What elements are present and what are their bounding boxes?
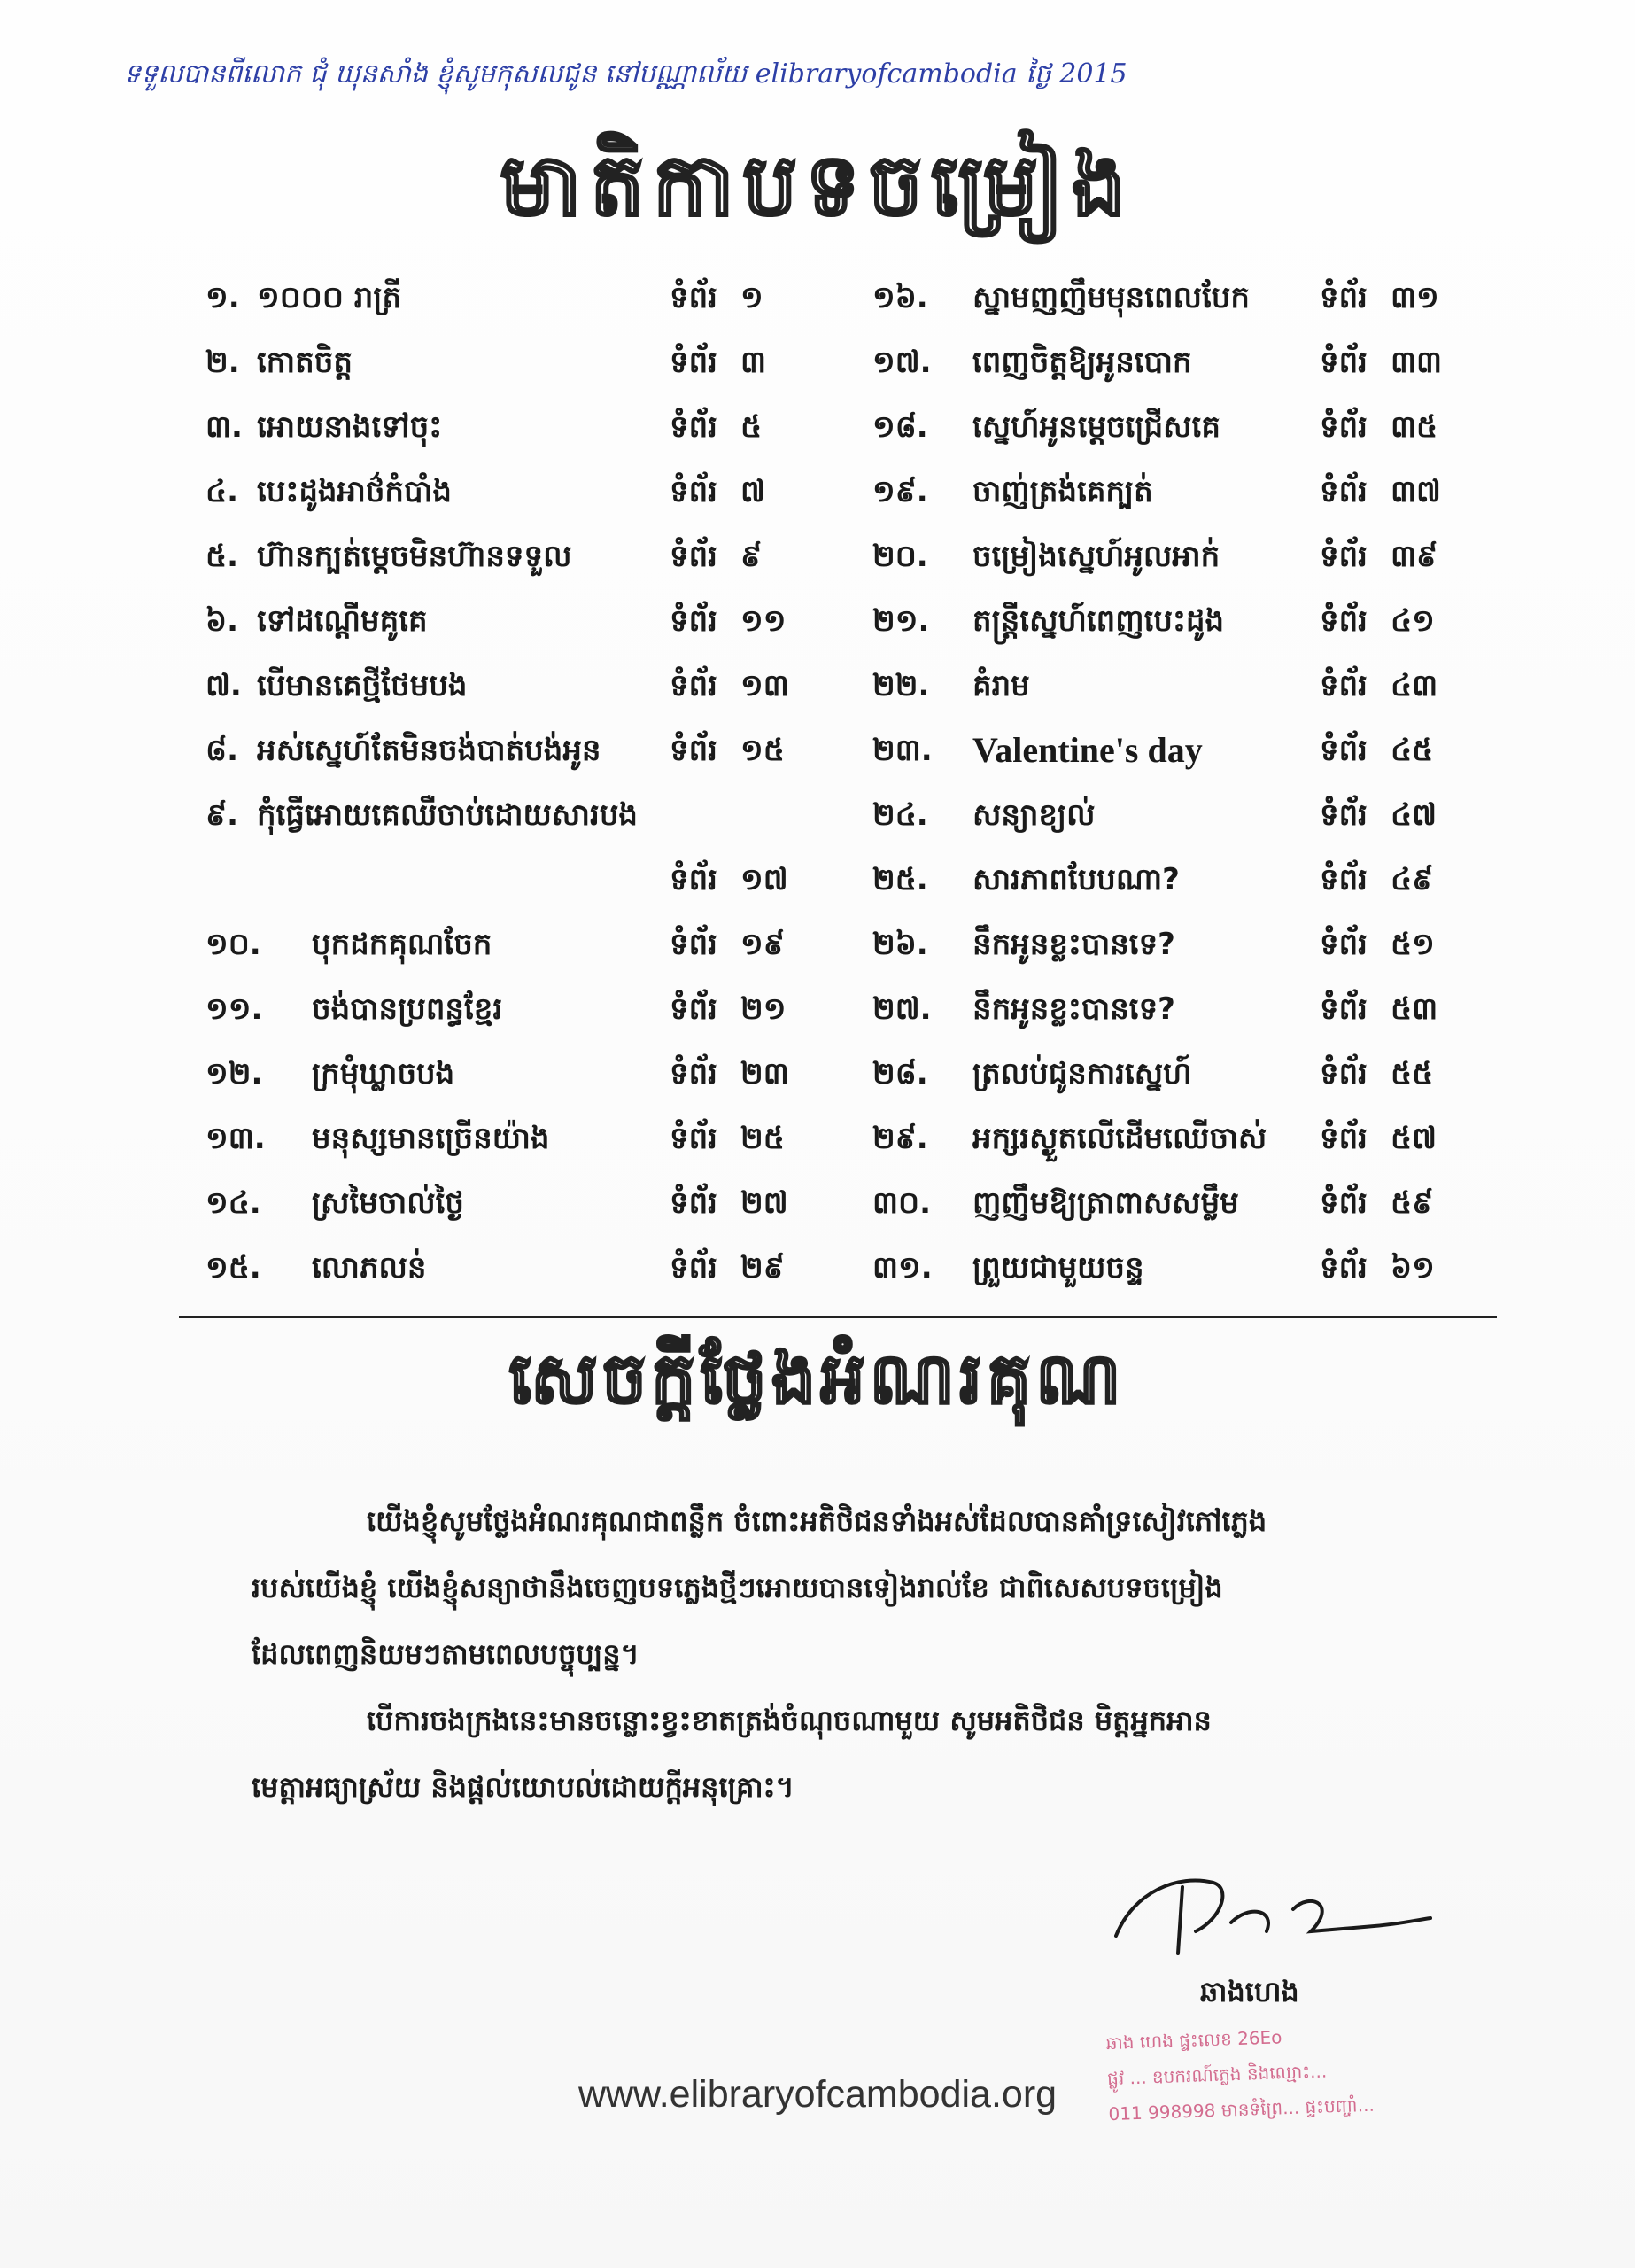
entry-title: មនុស្សមានច្រើនយ៉ាង: [312, 1121, 550, 1156]
entry-page-label: ទំព័រ: [670, 862, 717, 897]
thanks-title: សេចក្ដីថ្លែងអំណរគុណ: [508, 1339, 1127, 1419]
toc-entry: [0, 783, 1635, 847]
entry-page-label: ទំព័រ: [1320, 991, 1368, 1027]
entry-number: ១១.: [205, 991, 263, 1027]
entry-number: ១៣.: [205, 1121, 266, 1156]
toc-entry: [0, 654, 1635, 718]
entry-title: ហ៊ានក្បត់ម្ដេចមិនហ៊ានទទួល: [257, 539, 572, 574]
entry-page-number: ៥១: [1391, 927, 1435, 962]
entry-page-label: ទំព័រ: [670, 733, 717, 768]
entry-number: ១៧.: [872, 345, 932, 380]
entry-page-number: ៣៥: [1391, 409, 1438, 445]
entry-page-number: ៥៧: [1391, 1121, 1437, 1156]
divider-line: [179, 1316, 1497, 1318]
entry-page-label: ទំព័រ: [1320, 409, 1368, 445]
entry-page-label: ទំព័រ: [1320, 280, 1368, 315]
entry-number: ២.: [205, 345, 240, 380]
stamp-line: ផ្លូវ ... ឧបករណ៍ភ្លេង និងឈ្មោះ...: [1106, 2060, 1328, 2090]
signature: [1098, 1856, 1435, 1962]
entry-title: ចង់បានប្រពន្ធខ្មែរ: [312, 991, 503, 1027]
entry-title: អោយនាងទៅចុះ: [257, 409, 443, 445]
thanks-body: [252, 1488, 1447, 1821]
thanks-line: មេត្តាអធ្យាស្រ័យ និងផ្ដល់យោបល់ដោយក្ដីអនុគ្រោះ។: [252, 1770, 794, 1804]
entry-page-label: ទំព័រ: [670, 1185, 717, 1221]
toc-entry: [0, 330, 1635, 394]
entry-title: ស្រមៃចាល់ថ្ងៃ: [312, 1185, 464, 1221]
entry-title: ចាញ់ត្រង់គេក្បត់: [972, 474, 1153, 509]
entry-number: ១៥.: [205, 1250, 261, 1285]
entry-number: ៧.: [205, 668, 242, 703]
entry-number: ២៦.: [872, 927, 928, 962]
entry-number: ២០.: [872, 539, 928, 574]
entry-number: ៨.: [205, 733, 238, 768]
toc-entry: [0, 1236, 1635, 1300]
toc-title: មាតិកាបទចម្រៀង: [500, 135, 1135, 235]
entry-title: សន្យាខ្យល់: [972, 797, 1096, 833]
toc-entry: [0, 1171, 1635, 1235]
entry-page-number: ៤៣: [1391, 668, 1438, 703]
entry-page-label: ទំព័រ: [1320, 603, 1368, 639]
entry-number: ៦.: [205, 603, 238, 639]
entry-page-label: ទំព័រ: [670, 1121, 717, 1156]
entry-number: ២៤.: [872, 797, 928, 833]
entry-number: ៣០.: [872, 1185, 932, 1221]
entry-page-label: ទំព័រ: [670, 345, 717, 380]
entry-title: លោភលន់: [312, 1250, 427, 1285]
entry-page-number: ៤៧: [1391, 797, 1437, 833]
entry-title: ក្រមុំឃ្លាចបង: [312, 1056, 455, 1091]
entry-number: ៣១.: [872, 1250, 933, 1285]
entry-page-number: ៥៥: [1391, 1056, 1434, 1091]
thanks-line: បើការចងក្រងនេះមានចន្លោះខ្វះខាតត្រង់ចំណុចណាមួយ សូមអតិថិជន មិត្តអ្នកអាន: [367, 1704, 1212, 1737]
entry-page-label: ទំព័រ: [670, 474, 717, 509]
entry-page-number: ៣៩: [1391, 539, 1438, 574]
stamp-line: ឆាង ហេង ផ្ទះលេខ 26Eo: [1105, 2026, 1282, 2054]
toc-entry: [0, 1107, 1635, 1170]
entry-number: ៩.: [205, 797, 238, 833]
entry-number: ១.: [205, 280, 240, 315]
website-watermark: www.elibraryofcambodia.org: [577, 2073, 1058, 2116]
entry-page-number: ២៣: [740, 1056, 789, 1091]
entry-page-label: ទំព័រ: [1320, 668, 1368, 703]
toc-entry: [0, 460, 1635, 524]
entry-page-label: ទំព័រ: [1320, 1121, 1368, 1156]
entry-page-label: ទំព័រ: [670, 927, 717, 962]
author-name: ឆាងហេង: [1200, 1975, 1299, 2008]
entry-page-label: ទំព័រ: [670, 409, 717, 445]
toc-entry: [0, 848, 1635, 912]
entry-page-number: ៤៥: [1391, 733, 1434, 768]
entry-page-number: ៦១: [1391, 1250, 1435, 1285]
entry-number: ៣.: [205, 409, 243, 445]
entry-title: គំរាម: [972, 668, 1030, 703]
entry-title: ស្នេហ៍អូនម្ដេចជ្រើសគេ: [972, 409, 1220, 445]
entry-page-number: ១៧: [740, 862, 788, 897]
entry-page-number: ៥៣: [1391, 991, 1438, 1027]
entry-title: ត្រលប់ជូនការស្នេហ៍: [972, 1056, 1192, 1091]
entry-title: បុកដកគុណចែក: [312, 927, 492, 962]
toc-entry: [0, 1042, 1635, 1106]
entry-number: ១៩.: [872, 474, 928, 509]
entry-page-label: ទំព័រ: [1320, 927, 1368, 962]
entry-page-label: ទំព័រ: [670, 991, 717, 1027]
entry-title: ទៅដណ្ដើមគូគេ: [257, 603, 428, 639]
entry-number: ២៥.: [872, 862, 928, 897]
entry-page-label: ទំព័រ: [670, 539, 717, 574]
entry-page-number: ៧: [740, 474, 765, 509]
entry-title: អស់ស្នេហ៍តែមិនចង់បាត់បង់អូន: [257, 733, 601, 768]
entry-page-number: ៥: [740, 409, 763, 445]
entry-title: បើមានគេថ្មីថែមបង: [257, 668, 468, 703]
entry-page-label: ទំព័រ: [1320, 733, 1368, 768]
entry-page-number: ៤៩: [1391, 862, 1434, 897]
entry-page-number: ២៧: [740, 1185, 788, 1221]
entry-title: នឹកអូនខ្លះបានទេ?: [972, 927, 1175, 962]
entry-page-number: ៥៩: [1391, 1185, 1434, 1221]
entry-title: សារភាពបែបណា?: [972, 862, 1180, 897]
entry-number: ២៩.: [872, 1121, 928, 1156]
entry-page-number: ៣៧: [1391, 474, 1441, 509]
entry-page-number: ៣៣: [1391, 345, 1443, 380]
entry-title: ញញឹមឱ្យត្រាពាសសម្លឹម: [972, 1185, 1239, 1221]
entry-number: ២២.: [872, 668, 930, 703]
entry-title: ១០០០ រាត្រី: [257, 280, 402, 315]
entry-title: អក្សរស្ងួតលើដើមឈើចាស់: [972, 1121, 1267, 1156]
entry-page-number: ៩: [740, 539, 763, 574]
entry-page-label: ទំព័រ: [670, 1056, 717, 1091]
entry-title: ព្រួយជាមួយចន្ទ: [972, 1250, 1144, 1285]
thanks-line: យើងខ្ញុំសូមថ្លែងអំណរគុណជាពន្លឹក ចំពោះអតិថិជនទាំងអស់ដែលបានគាំទ្រសៀវភៅភ្លេង: [367, 1504, 1267, 1538]
entry-number: ២៨.: [872, 1056, 928, 1091]
entry-page-number: ២៥: [740, 1121, 785, 1156]
entry-title: តន្ត្រីស្នេហ៍ពេញបេះដូង: [972, 603, 1225, 639]
entry-number: ១៤.: [205, 1185, 261, 1221]
entry-title: ចម្រៀងស្នេហ៍អូលអាក់: [972, 539, 1220, 574]
entry-number: ១២.: [205, 1056, 263, 1091]
entry-page-number: ២៩: [740, 1250, 785, 1285]
toc-entry: [0, 524, 1635, 588]
entry-number: ៤.: [205, 474, 238, 509]
entry-page-number: ៣១: [1391, 280, 1439, 315]
entry-title: Valentine's day: [972, 730, 1203, 770]
entry-title: ពេញចិត្តឱ្យអូនបោក: [972, 345, 1192, 380]
entry-page-label: ទំព័រ: [1320, 474, 1368, 509]
entry-page-label: ទំព័រ: [670, 603, 717, 639]
entry-page-label: ទំព័រ: [1320, 862, 1368, 897]
entry-number: ២៣.: [872, 733, 933, 768]
entry-page-label: ទំព័រ: [670, 1250, 717, 1285]
entry-title: ស្នាមញញឹមមុនពេលបែក: [972, 280, 1250, 315]
entry-page-label: ទំព័រ: [1320, 1056, 1368, 1091]
toc-entry: [0, 589, 1635, 653]
entry-number: ៥.: [205, 539, 238, 574]
entry-page-number: ១៩: [740, 927, 785, 962]
toc-entry: [0, 977, 1635, 1041]
stamp-line: 011 998998 មានទំព្រៃ... ផ្ទះបញ្ចាំ...: [1108, 2093, 1375, 2125]
entry-number: ១០.: [205, 927, 261, 962]
entry-page-label: ទំព័រ: [1320, 797, 1368, 833]
entry-page-label: ទំព័រ: [670, 668, 717, 703]
entry-title: កុំធ្វើអោយគេឈឺចាប់ដោយសារបង: [257, 797, 638, 833]
toc-entry: [0, 913, 1635, 976]
entry-number: ២១.: [872, 603, 930, 639]
entry-page-number: ៣: [740, 345, 767, 380]
entry-title: កោតចិត្ត: [257, 345, 353, 380]
toc-entry: [0, 718, 1635, 782]
entry-page-number: ១: [740, 280, 763, 315]
toc-entry: [0, 395, 1635, 459]
entry-page-label: ទំព័រ: [1320, 539, 1368, 574]
entry-page-number: ១១: [740, 603, 787, 639]
entry-page-label: ទំព័រ: [1320, 1185, 1368, 1221]
entry-page-label: ទំព័រ: [1320, 1250, 1368, 1285]
handwritten-donation-note: ទទួលបានពីលោក ជុំ ឃុនសាំង ខ្ញុំសូមកុសលជូន នៅបណ្ណាល័យ elibraryofcambodia ថ្ងៃ 2015: [124, 58, 1127, 89]
entry-title: នឹកអូនខ្លះបានទេ?: [972, 991, 1175, 1027]
toc-entry: [0, 266, 1635, 330]
entry-number: ១៦.: [872, 280, 928, 315]
entry-page-number: ២១: [740, 991, 787, 1027]
thanks-line: ដែលពេញនិយមៗតាមពេលបច្ចុប្បន្ន។: [252, 1637, 639, 1671]
table-of-contents: [0, 266, 1635, 1311]
entry-page-number: ១៥: [740, 733, 785, 768]
entry-number: ២៧.: [872, 991, 932, 1027]
entry-page-label: ទំព័រ: [1320, 345, 1368, 380]
thanks-line: របស់យើងខ្ញុំ យើងខ្ញុំសន្យាថានឹងចេញបទភ្លេងថ្មីៗអោយបានទៀងរាល់ខែ ជាពិសេសបទចម្រៀង: [252, 1571, 1223, 1604]
entry-page-label: ទំព័រ: [670, 280, 717, 315]
entry-title: បេះដូងអាថ៌កំបាំង: [257, 474, 452, 509]
entry-number: ១៨.: [872, 409, 928, 445]
entry-page-number: ១៣: [740, 668, 789, 703]
entry-page-number: ៤១: [1391, 603, 1435, 639]
